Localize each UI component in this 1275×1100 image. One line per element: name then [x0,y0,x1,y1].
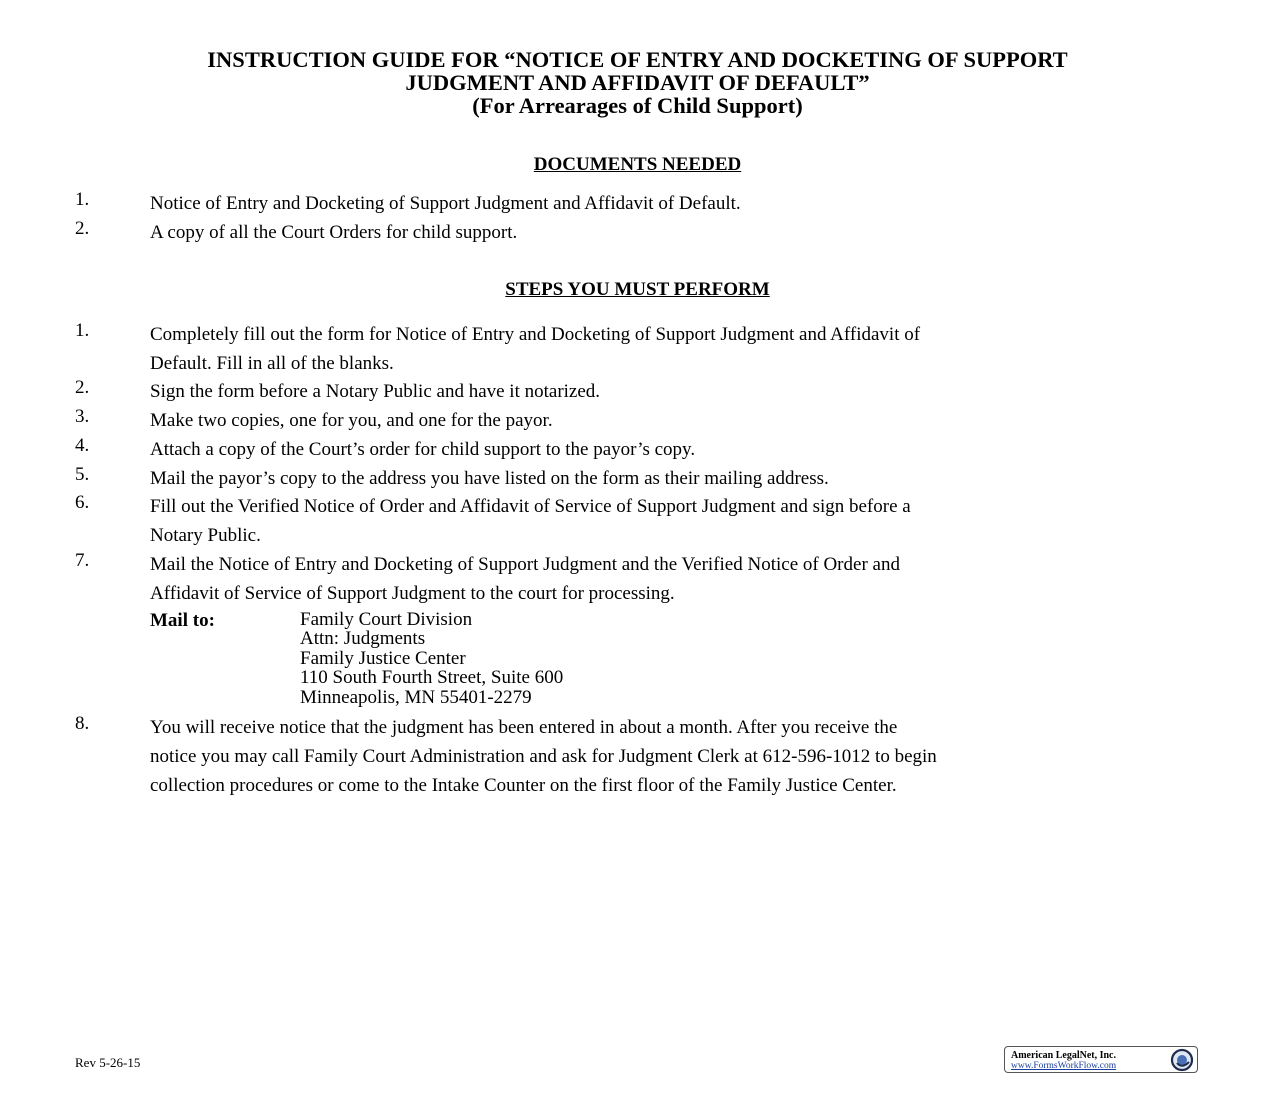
text-line: Default. Fill in all of the blanks. [150,353,394,374]
text-line: Fill out the Verified Notice of Order and Affidavit of Service of Support Judgment and sign before a [150,496,911,517]
title-line-3: (For Arrearages of Child Support) [472,93,803,118]
step-number: 1. [75,320,90,341]
globe-icon [1170,1048,1194,1072]
step-text [150,320,1210,378]
step-text [150,713,1210,800]
text-line: Make two copies, one for you, and one for the payor. [150,410,553,431]
text-line: A copy of all the Court Orders for child support. [150,222,518,243]
address-line: 110 South Fourth Street, Suite 600 [300,667,564,689]
text-line: Mail the Notice of Entry and Docketing of Support Judgment and the Verified Notice of Order and [150,554,900,575]
title-line-2: JUDGMENT AND AFFIDAVIT OF DEFAULT” [405,70,870,95]
text-line: collection procedures or come to the Intake Counter on the first floor of the Family Justice Center. [150,775,897,796]
text-line: notice you may call Family Court Administration and ask for Judgment Clerk at 612-596-1012 to begin [150,746,937,767]
text-line: Mail the payor’s copy to the address you have listed on the form as their mailing address. [150,468,829,489]
step-text [150,435,1210,464]
document-title [60,48,1215,117]
step-number: 7. [75,550,90,571]
text-line: You will receive notice that the judgment has been entered in about a month. After you receive the [150,717,898,738]
title-line-1: INSTRUCTION GUIDE FOR “NOTICE OF ENTRY AND DOCKETING OF SUPPORT [207,47,1068,72]
step-text [150,406,1210,435]
mail-to-address [300,610,563,707]
documents-item-number: 2. [75,218,90,239]
text-line: Sign the form before a Notary Public and have it notarized. [150,381,601,402]
step-text [150,377,1210,406]
step-number: 3. [75,406,90,427]
text-line: Notice of Entry and Docketing of Support Judgment and Affidavit of Default. [150,193,741,214]
address-line: Minneapolis, MN 55401-2279 [300,686,532,708]
step-number: 6. [75,492,90,513]
address-line: Attn: Judgments [300,628,426,650]
documents-needed-heading: DOCUMENTS NEEDED [533,154,742,175]
documents-item-number: 1. [75,189,90,210]
text-line: Completely fill out the form for Notice of Entry and Docketing of Support Judgment and Affidavit of [150,324,921,345]
mail-to-label: Mail to: [150,610,215,631]
text-line: Attach a copy of the Court’s order for child support to the payor’s copy. [150,439,696,460]
step-number: 4. [75,435,90,456]
step-text [150,464,1210,493]
revision-label: Rev 5-26-15 [75,1055,141,1070]
text-line: Affidavit of Service of Support Judgment to the court for processing. [150,583,675,604]
step-number: 2. [75,377,90,398]
step-text [150,492,1210,550]
step-number: 5. [75,464,90,485]
step-text [150,550,1210,608]
address-line: Family Court Division [300,609,473,630]
documents-item-text [150,218,1210,247]
text-line: Notary Public. [150,525,261,546]
legalnet-logo[interactable] [1004,1046,1198,1073]
address-line: Family Justice Center [300,647,466,669]
logo-url-link[interactable]: www.FormsWorkFlow.com [1011,1061,1117,1071]
logo-company-name: American LegalNet, Inc. [1011,1050,1116,1061]
step-number: 8. [75,713,90,734]
documents-item-text [150,189,1210,218]
steps-heading: STEPS YOU MUST PERFORM [505,279,770,300]
